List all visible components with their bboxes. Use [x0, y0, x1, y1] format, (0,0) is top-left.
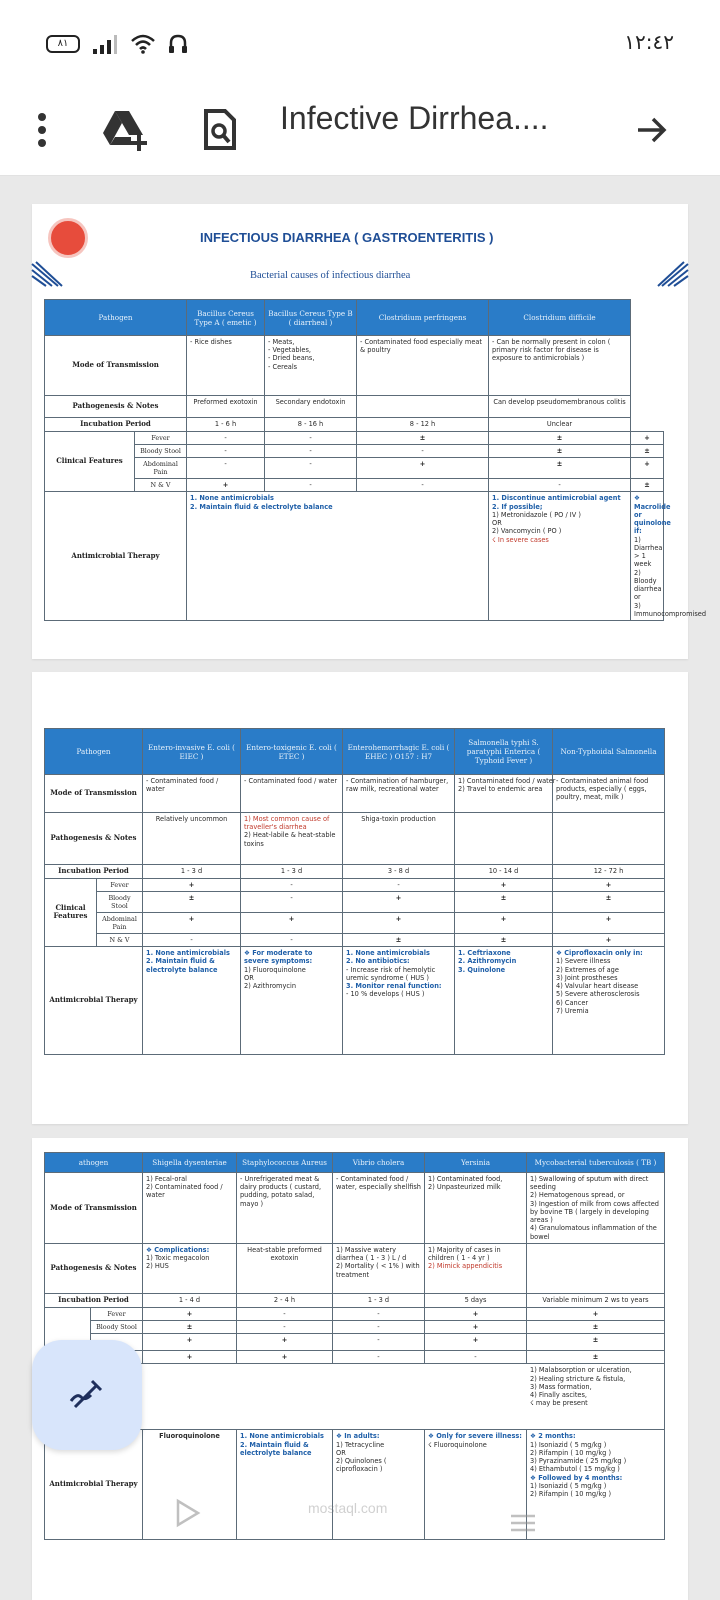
- table-cell: ±: [489, 458, 631, 479]
- cell-line: 2) Vancomycin ( PO ): [492, 527, 562, 536]
- table-cell: ±: [143, 891, 241, 912]
- table-cell: -: [241, 933, 343, 946]
- row-label: Mode of Transmission: [45, 1173, 143, 1244]
- cell-line: 1) Swallowing of sputum with direct seeding: [530, 1175, 649, 1192]
- cell-line: ☇ In severe cases: [492, 535, 549, 544]
- table-cell: -: [187, 444, 265, 457]
- cell-line: 1) Fluoroquinolone: [244, 965, 306, 974]
- cell-line: 4) Finally ascites,: [530, 1391, 587, 1400]
- sub-row-label: Abdominal Pain: [135, 458, 187, 479]
- table-header-row: [45, 729, 665, 775]
- table-cell: - Contaminated food / water: [143, 775, 241, 813]
- cell-line: - 10 % develops ( HUS ): [346, 990, 425, 999]
- table-cell: ±: [455, 933, 553, 946]
- table-row: [45, 431, 664, 444]
- table-cell: [425, 1243, 527, 1293]
- table-cell: +: [631, 458, 664, 479]
- sub-row-label: Bloody Stool: [91, 1320, 143, 1333]
- battery-level: ٨١: [57, 38, 69, 49]
- page-1-header: [32, 204, 688, 299]
- row-label: Incubation Period: [45, 1293, 143, 1307]
- table-cell: ±: [527, 1334, 665, 1351]
- cell-line: - Vegetables,: [268, 346, 312, 355]
- sub-row-label: N & V: [97, 933, 143, 946]
- table-row: [45, 1334, 665, 1351]
- menu-lines-icon[interactable]: [508, 1508, 538, 1538]
- cell-line: - Meats,: [268, 338, 295, 346]
- table-cell: [455, 775, 556, 813]
- table-cell: Fluoroquinolone: [143, 1430, 237, 1540]
- cell-line: 2. If possible;: [492, 502, 543, 511]
- header-col1: Bacillus Cereus Type A ( emetic ): [187, 300, 265, 336]
- table-cell: - Can be normally present in colon ( primary risk factor for disease is exposure to antimicrobials ): [489, 336, 631, 396]
- page-2-table-wrap: [44, 728, 664, 1055]
- header-col3: Enterohemorrhagic E. coli ( EHEC ) O157 : H7: [343, 729, 455, 775]
- table-cell: Secondary endotoxin: [265, 396, 357, 418]
- table-cell: ±: [343, 933, 455, 946]
- table-cell: +: [143, 1307, 237, 1320]
- sub-row-label: Fever: [135, 431, 187, 444]
- table-cell: +: [631, 431, 664, 444]
- play-icon[interactable]: [172, 1498, 202, 1528]
- status-icons: [46, 33, 188, 55]
- table-cell: ±: [527, 1320, 665, 1333]
- decorative-stripes-right: [658, 260, 688, 288]
- table-cell: [527, 1430, 665, 1540]
- table-cell: [143, 1243, 237, 1293]
- cell-line: 2) Quinolones ( ciprofloxacin ): [336, 1457, 387, 1474]
- table-cell: [265, 336, 357, 396]
- table-cell: - Contaminated food / water, especially shellfish: [333, 1173, 425, 1244]
- table-cell: ±: [631, 479, 664, 492]
- table-row: [45, 479, 664, 492]
- table-cell: 1 - 6 h: [187, 418, 265, 432]
- table-row: [45, 878, 665, 891]
- table-row: [45, 458, 664, 479]
- cell-line: 2) Heat-labile & heat-stable toxins: [244, 831, 336, 848]
- table-row: [45, 1243, 665, 1293]
- cell-line: 2) Bloody diarrhea or: [634, 568, 662, 602]
- row-label: Pathogenesis & Notes: [45, 1243, 143, 1293]
- row-label: Antimicrobial Therapy: [45, 492, 187, 621]
- header-col3: Vibrio cholera: [333, 1153, 425, 1173]
- cell-line: OR: [244, 973, 254, 982]
- cell-line: 5) Severe atherosclerosis: [556, 990, 640, 999]
- cell-line: - Increase risk of hemolytic uremic syndrome ( HUS ): [346, 965, 436, 982]
- cell-line: 2) Travel to endemic area: [458, 785, 543, 794]
- cell-line: 3) Immunocompromised: [634, 601, 706, 618]
- table-row: [45, 813, 665, 865]
- document-title: Infective Dirrhea....: [280, 100, 549, 136]
- cell-line: OR: [492, 519, 502, 528]
- table-cell: -: [265, 431, 357, 444]
- page-1-table: [44, 299, 706, 621]
- cell-line: 1) Most common cause of traveller's diarrhea: [244, 815, 330, 832]
- table-cell: +: [357, 458, 489, 479]
- table-cell: [241, 947, 343, 1055]
- table-cell: [631, 492, 706, 621]
- cell-line: 3) Mass formation,: [530, 1382, 592, 1391]
- cell-line: 2. No antibiotics:: [346, 957, 410, 966]
- cell-line: 1. None antimicrobials: [240, 1432, 324, 1441]
- add-to-drive-icon[interactable]: [100, 108, 152, 152]
- table-cell: [527, 1243, 665, 1293]
- cell-line: 2) Rifampin ( 10 mg/kg ): [530, 1448, 612, 1457]
- annotate-fab-button[interactable]: [32, 1340, 142, 1450]
- table-cell: -: [333, 1351, 425, 1364]
- cell-line: ❖ 2 months:: [530, 1432, 576, 1441]
- cell-line: ❖ Complications:: [146, 1245, 210, 1254]
- table-cell: [241, 813, 343, 865]
- cell-line: ❖ Only for severe illness:: [428, 1432, 522, 1441]
- decorative-stripes-left: [32, 260, 62, 288]
- table-cell: - Rice dishes: [187, 336, 265, 396]
- cell-line: ☇ Fluoroquinolone: [428, 1440, 487, 1449]
- table-cell: ±: [143, 1320, 237, 1333]
- watermark-text: mostaql.com: [308, 1500, 388, 1516]
- cell-line: 1. None antimicrobials: [146, 949, 230, 958]
- table-cell: [553, 813, 665, 865]
- table-cell: +: [455, 912, 553, 933]
- table-cell: Shiga-toxin production: [343, 813, 455, 865]
- cell-line: 2) Healing stricture & fistula,: [530, 1374, 626, 1383]
- table-cell: - Contaminated animal food products, especially ( eggs, poultry, meat, milk ): [553, 775, 665, 813]
- find-in-page-icon[interactable]: [200, 106, 240, 154]
- row-label: Mode of Transmission: [45, 336, 187, 396]
- sub-row-label: Fever: [97, 878, 143, 891]
- table-cell: -: [143, 933, 241, 946]
- cell-line: OR: [336, 1448, 346, 1457]
- cell-line: 1) Massive watery diarrhea ( 1 - 3 ) L / d: [336, 1245, 407, 1263]
- table-cell: - Contamination of hamburger, raw milk, recreational water: [343, 775, 455, 813]
- cell-line: 1) Toxic megacolon: [146, 1254, 210, 1263]
- table-cell: Heat-stable preformed exotoxin: [237, 1243, 333, 1293]
- table-cell: 8 - 12 h: [357, 418, 489, 432]
- page-1-table-wrap: [44, 299, 706, 621]
- table-cell: +: [143, 1351, 237, 1364]
- cell-line: - Cereals: [268, 362, 298, 371]
- table-cell: ±: [489, 444, 631, 457]
- row-label: Incubation Period: [45, 418, 187, 432]
- table-cell: Preformed exotoxin: [187, 396, 265, 418]
- table-cell: [143, 947, 241, 1055]
- table-cell: 2 - 4 h: [237, 1293, 333, 1307]
- table-cell: -: [425, 1351, 527, 1364]
- table-cell: Relatively uncommon: [143, 813, 241, 865]
- cell-line: 2. Maintain fluid & electrolyte balance: [146, 957, 218, 974]
- table-cell: 1 - 3 d: [143, 865, 241, 879]
- row-label: Antimicrobial Therapy: [45, 947, 143, 1055]
- table-cell: Can develop pseudomembranous colitis: [489, 396, 631, 418]
- page-2-table: [44, 728, 665, 1055]
- table-cell: +: [143, 1334, 237, 1351]
- table-cell: -: [357, 444, 489, 457]
- cell-line: 1) Isoniazid ( 5 mg/kg ): [530, 1481, 607, 1490]
- table-cell: [187, 492, 489, 621]
- table-cell: 3 - 8 d: [343, 865, 455, 879]
- table-cell: -: [333, 1334, 425, 1351]
- cell-line: 2. Maintain fluid & electrolyte balance: [190, 502, 333, 511]
- header-col1: Shigella dysenteriae: [143, 1153, 237, 1173]
- table-cell: +: [237, 1334, 333, 1351]
- cell-line: ❖ Macrolide or quinolone if:: [634, 494, 671, 536]
- table-cell: +: [553, 912, 665, 933]
- table-row: [45, 865, 665, 879]
- table-cell: - Unrefrigerated meat & dairy products ( custard, pudding, potato salad, mayo ): [237, 1173, 333, 1244]
- cell-line: 2) Rifampin ( 10 mg/kg ): [530, 1489, 612, 1498]
- status-time: ١٢:٤٢: [624, 30, 674, 54]
- table-row: [45, 947, 665, 1055]
- cell-line: ❖ In adults:: [336, 1432, 380, 1441]
- digestive-system-logo: [48, 218, 88, 258]
- cell-line: 1) Contaminated food / water: [458, 777, 556, 785]
- headphones-icon: [168, 33, 188, 55]
- header-pathogen: athogen: [45, 1153, 143, 1173]
- cell-line: ❖ For moderate to severe symptoms:: [244, 949, 313, 966]
- table-cell: +: [343, 912, 455, 933]
- table-cell: ±: [489, 431, 631, 444]
- page-3-table: [44, 1152, 665, 1540]
- cell-line: ☇ may be present: [530, 1399, 588, 1408]
- table-row: [45, 396, 664, 418]
- cell-line: 2) Mimick appendicitis: [428, 1262, 503, 1271]
- table-cell: -: [265, 444, 357, 457]
- document-page-2[interactable]: [32, 672, 688, 1124]
- table-row: [45, 1320, 665, 1333]
- table-cell: [343, 947, 455, 1055]
- table-row: [45, 336, 664, 396]
- table-cell: ±: [553, 891, 665, 912]
- cell-line: 1. Ceftriaxone: [458, 949, 511, 958]
- header-col4: Clostridium difficile: [489, 300, 631, 336]
- document-page-1[interactable]: [32, 204, 706, 659]
- sub-row-label: Abdominal Pain: [97, 912, 143, 933]
- table-header-row: [45, 1153, 665, 1173]
- header-col2: Staphylococcus Aureus: [237, 1153, 333, 1173]
- wifi-icon: [130, 33, 156, 55]
- row-label: Clinical Features: [45, 878, 97, 946]
- page-1-title: INFECTIOUS DIARRHEA ( GASTROENTERITIS ): [200, 230, 494, 245]
- table-row: [45, 444, 664, 457]
- table-cell: +: [187, 479, 265, 492]
- table-cell: [455, 813, 553, 865]
- cell-line: 2) Mortality ( < 1% ) with treatment: [336, 1262, 420, 1279]
- cell-line: 2) Contaminated food / water: [146, 1183, 223, 1200]
- table-cell: -: [333, 1320, 425, 1333]
- table-cell: -: [241, 891, 343, 912]
- table-cell: +: [425, 1307, 527, 1320]
- cell-line: 2) Extremes of age: [556, 965, 619, 974]
- table-cell: ±: [357, 431, 489, 444]
- table-cell: +: [143, 878, 241, 891]
- cell-line: 1) Majority of cases in children ( 1 - 4 yr ): [428, 1245, 501, 1263]
- table-row: [45, 1430, 665, 1540]
- table-cell: 12 - 72 h: [553, 865, 665, 879]
- table-cell: +: [237, 1351, 333, 1364]
- cell-line: 1. None antimicrobials: [190, 494, 274, 503]
- cell-line: 2) Unpasteurized milk: [428, 1183, 501, 1192]
- table-cell: +: [553, 878, 665, 891]
- table-cell: -: [237, 1320, 333, 1333]
- table-cell: ±: [527, 1351, 665, 1364]
- table-cell: [425, 1173, 527, 1244]
- table-cell: [143, 1173, 237, 1244]
- sub-row-label: Bloody Stool: [97, 891, 143, 912]
- table-cell: 10 - 14 d: [455, 865, 553, 879]
- table-cell: [333, 1243, 425, 1293]
- table-row: [45, 418, 664, 432]
- edit-pen-icon: [67, 1375, 107, 1415]
- cell-line: 1) Severe illness: [556, 957, 611, 966]
- cell-line: 1) Tetracycline: [336, 1440, 385, 1449]
- row-label: Incubation Period: [45, 865, 143, 879]
- cell-line: 4) Ethambutol ( 15 mg/kg ): [530, 1465, 620, 1474]
- table-cell: -: [187, 431, 265, 444]
- cell-line: 2) Hematogenous spread, or: [530, 1191, 625, 1200]
- table-row: [45, 492, 664, 621]
- table-row: [45, 933, 665, 946]
- table-cell: -: [343, 878, 455, 891]
- cell-line: 1) Fecal-oral: [146, 1175, 187, 1183]
- cell-line: 1) Metronidazole ( PO / IV ): [492, 510, 581, 519]
- cell-line: 1. Discontinue antimicrobial agent: [492, 494, 621, 503]
- page-1-subtitle: Bacterial causes of infectious diarrhea: [250, 270, 411, 281]
- table-cell: -: [241, 878, 343, 891]
- sub-row-label: Bloody Stool: [135, 444, 187, 457]
- table-row: [45, 912, 665, 933]
- status-bar: [0, 0, 720, 84]
- cell-line: 3) Ingestion of milk from cows affected by bovine TB ( largely in developing areas ): [530, 1199, 659, 1225]
- row-label: Clinical Features: [45, 431, 135, 492]
- table-cell: 1 - 3 d: [241, 865, 343, 879]
- header-col5: Mycobacterial tuberculosis ( TB ): [527, 1153, 665, 1173]
- table-cell: -: [333, 1307, 425, 1320]
- cell-line: 2. Maintain fluid & electrolyte balance: [240, 1440, 312, 1457]
- header-col2: Bacillus Cereus Type B ( diarrheal ): [265, 300, 357, 336]
- header-col2: Entero-toxigenic E. coli ( ETEC ): [241, 729, 343, 775]
- table-cell: 1 - 4 d: [143, 1293, 237, 1307]
- table-cell: Variable minimum 2 ws to years: [527, 1293, 665, 1307]
- row-label: Pathogenesis & Notes: [45, 396, 187, 418]
- table-cell: -: [489, 479, 631, 492]
- battery-icon: [46, 35, 80, 53]
- table-cell: +: [143, 912, 241, 933]
- cell-line: 1) Isoniazid ( 5 mg/kg ): [530, 1440, 607, 1449]
- cell-line: 3) Pyrazinamide ( 25 mg/kg ): [530, 1457, 627, 1466]
- cell-line: 4) Valvular heart disease: [556, 982, 639, 991]
- table-cell: +: [241, 912, 343, 933]
- table-cell: +: [527, 1307, 665, 1320]
- table-row: [45, 775, 665, 813]
- table-cell: 1 - 3 d: [333, 1293, 425, 1307]
- cell-line: ❖ Ciprofloxacin only in:: [556, 949, 643, 958]
- table-cell: +: [455, 878, 553, 891]
- app-bar: [0, 84, 720, 176]
- cell-line: 3) Joint prostheses: [556, 973, 618, 982]
- sub-row-label: Fever: [91, 1307, 143, 1320]
- header-col5: Non-Typhoidal Salmonella: [553, 729, 665, 775]
- row-label: Pathogenesis & Notes: [45, 813, 143, 865]
- table-cell: +: [425, 1334, 527, 1351]
- table-row: [45, 1307, 665, 1320]
- page-3-table-wrap: [44, 1152, 664, 1540]
- cell-line: 1. None antimicrobials: [346, 949, 430, 958]
- table-cell: [237, 1430, 333, 1540]
- table-cell: Unclear: [489, 418, 631, 432]
- arrow-forward-icon[interactable]: [634, 112, 670, 148]
- header-col1: Entero-invasive E. coli ( EIEC ): [143, 729, 241, 775]
- cell-line: ❖ Followed by 4 months:: [530, 1473, 623, 1482]
- cell-line: - Dried beans,: [268, 354, 315, 363]
- table-row: [45, 1173, 665, 1244]
- table-cell: +: [343, 891, 455, 912]
- table-cell: - Contaminated food / water: [241, 775, 343, 813]
- table-cell: +: [553, 933, 665, 946]
- table-cell: [357, 396, 489, 418]
- header-col4: Salmonella typhi S. paratyphi Enterica ( Typhoid Fever ): [455, 729, 553, 775]
- table-cell: [455, 947, 553, 1055]
- table-cell: ±: [455, 891, 553, 912]
- row-label: Antimicrobial Therapy: [45, 1430, 143, 1540]
- cell-line: 2. Azithromycin: [458, 957, 517, 966]
- table-cell: -: [357, 479, 489, 492]
- table-cell: [527, 1173, 665, 1244]
- table-cell: -: [265, 479, 357, 492]
- cell-line: 7) Uremia: [556, 1006, 589, 1015]
- cell-line: 4) Granulomatous inflammation of the bowel: [530, 1224, 657, 1241]
- table-cell: 5 days: [425, 1293, 527, 1307]
- table-cell: -: [265, 458, 357, 479]
- table-cell: -: [187, 458, 265, 479]
- table-cell: 8 - 16 h: [265, 418, 357, 432]
- table-row: [45, 1293, 665, 1307]
- table-cell: [489, 492, 631, 621]
- cell-line: 1) Malabsorption or ulceration,: [530, 1366, 632, 1375]
- sub-row-label: N & V: [135, 479, 187, 492]
- table-row: [45, 891, 665, 912]
- header-col3: Clostridium perfringens: [357, 300, 489, 336]
- cell-line: 1) Contaminated food,: [428, 1175, 503, 1183]
- cell-line: 3. Quinolone: [458, 965, 506, 974]
- table-cell: +: [425, 1320, 527, 1333]
- row-label: Mode of Transmission: [45, 775, 143, 813]
- table-header-row: [45, 300, 664, 336]
- header-pathogen: Pathogen: [45, 300, 187, 336]
- cell-line: 1) Diarrhea > 1 week: [634, 535, 663, 569]
- header-col4: Yersinia: [425, 1153, 527, 1173]
- table-cell: ±: [631, 444, 664, 457]
- cell-line: 3. Monitor renal function:: [346, 982, 442, 991]
- tb-complications: [527, 1364, 664, 1409]
- signal-icon: [92, 33, 118, 55]
- cell-line: 6) Cancer: [556, 998, 589, 1007]
- table-cell: [553, 947, 665, 1055]
- more-vert-icon[interactable]: [30, 110, 54, 150]
- header-pathogen: Pathogen: [45, 729, 143, 775]
- table-cell: [333, 1430, 425, 1540]
- table-cell: -: [237, 1307, 333, 1320]
- cell-line: 2) Azithromycin: [244, 982, 297, 991]
- table-cell: - Contaminated food especially meat & poultry: [357, 336, 489, 396]
- cell-line: 2) HUS: [146, 1262, 169, 1271]
